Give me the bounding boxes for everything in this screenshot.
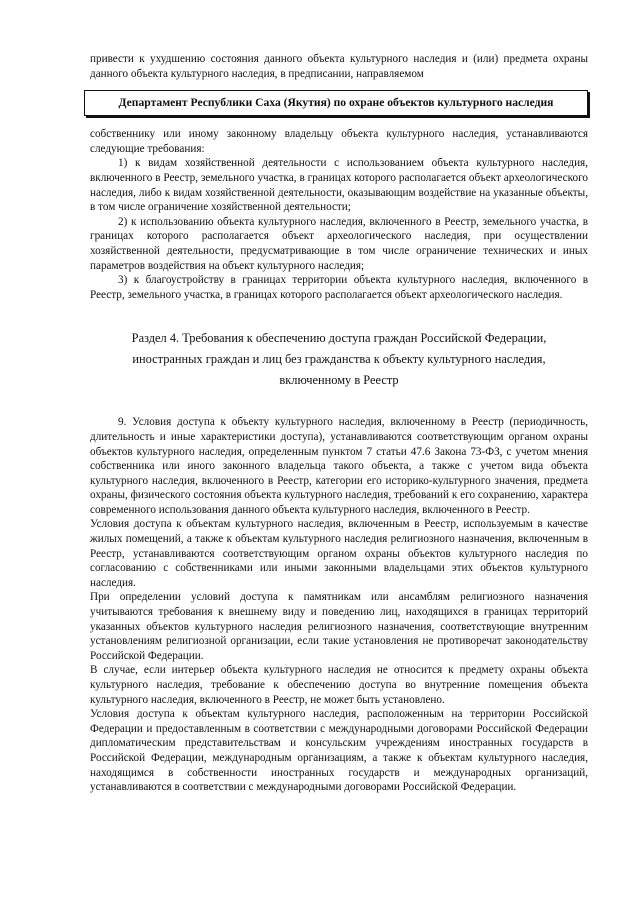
requirements-lead: собственнику или иному законному владельцу объекта культурного наследия, устанавливаются следующие требования: [90,128,588,155]
department-stamp-text: Департамент Республики Саха (Якутия) по охране объектов культурного наследия [84,90,588,116]
body-paragraph-religious: При определении условий доступа к памятникам или ансамблям религиозного назначения учитываются требования к внешнему виду и поведению лиц, находящихся в границах территорий указанных объектов культурного наследия религиозного назначения, соответствующие внутренним установлениям религиозной организации, если такие установления не противоречат законодательству Российской Федерации. [90,591,588,662]
section-heading-line-2: иностранных граждан и лиц без гражданства к объекту культурного наследия, [132,352,546,367]
body-paragraph-interior: В случае, если интерьер объекта культурного наследия не относится к предмету охраны объекта культурного наследия, требование к обеспечению доступа во внутренние помещения объекта культурного наследия, включенного в Реестр, не может быть установлено. [90,664,588,706]
section-heading-line-3: включенному в Реестр [279,373,399,388]
requirement-item-1: 1) к видам хозяйственной деятельности с использованием объекта культурного наследия, включенного в Реестр, земельного участка, в границах которого располагается объект археологического наследия, либо к видам хозяйственной деятельности, оказывающим воздействие на указанные объекты, в том числе ограничение хозяйственной деятельности; [90,157,588,214]
requirement-item-3: 3) к благоустройству в границах территории объекта культурного наследия, включенного в Реестр, земельного участка, в границах которого располагается объект археологического наследия. [90,274,588,301]
department-stamp [84,90,588,116]
section-heading-line-1: Раздел 4. Требования к обеспечению доступа граждан Российской Федерации, [131,331,547,346]
section-heading [90,328,588,391]
body-paragraph-international: Условия доступа к объектам культурного наследия, расположенным на территории Российской Федерации и предоставленным в соответствии с международными договорами Российской Федерации дипломатическим представительствам и консульским учреждениям иностранных государств в Российской Федерации, международным организациям, а также к объектам культурного наследия, находящимся в собственности иностранных государств и международных организаций, устанавливаются в соответствии с международными договорами Российской Федерации. [90,708,588,794]
requirement-item-2: 2) к использованию объекта культурного наследия, включенного в Реестр, земельного участка, в границах которого располагается объект археологического наследия, при осуществлении хозяйственной деятельности, предусматривающие в том числе ограничение технических и иных параметров воздействия на объект культурного наследия; [90,215,588,272]
body-paragraph-9: 9. Условия доступа к объекту культурного наследия, включенному в Реестр (периодичность, длительность и иные характеристики доступа), устанавливаются соответствующим органом охраны объектов культурного наследия, определенным пунктом 7 статьи 47.6 Закона 73-ФЗ, с учетом мнения собственника или иного законного владельца такого объекта, а также с учетом вида объекта культурного наследия, включенного в Реестр, категории его историко-культурного значения, предмета охраны, физического состояния объекта культурного наследия, требований к его сохранению, характера современного использования данного объекта культурного наследия, включенного в Реестр. [90,416,588,516]
body-paragraph-residential: Условия доступа к объектам культурного наследия, включенным в Реестр, используемым в качестве жилых помещений, а также к объектам культурного наследия религиозного назначения, включенным в Реестр, устанавливаются соответствующим органом охраны объектов культурного наследия по согласованию с собственниками или иными законными владельцами этих объектов культурного наследия. [90,518,588,589]
intro-paragraph: привести к ухудшению состояния данного объекта культурного наследия и (или) предмета охраны данного объекта культурного наследия, в предписании, направляемом [90,53,588,80]
